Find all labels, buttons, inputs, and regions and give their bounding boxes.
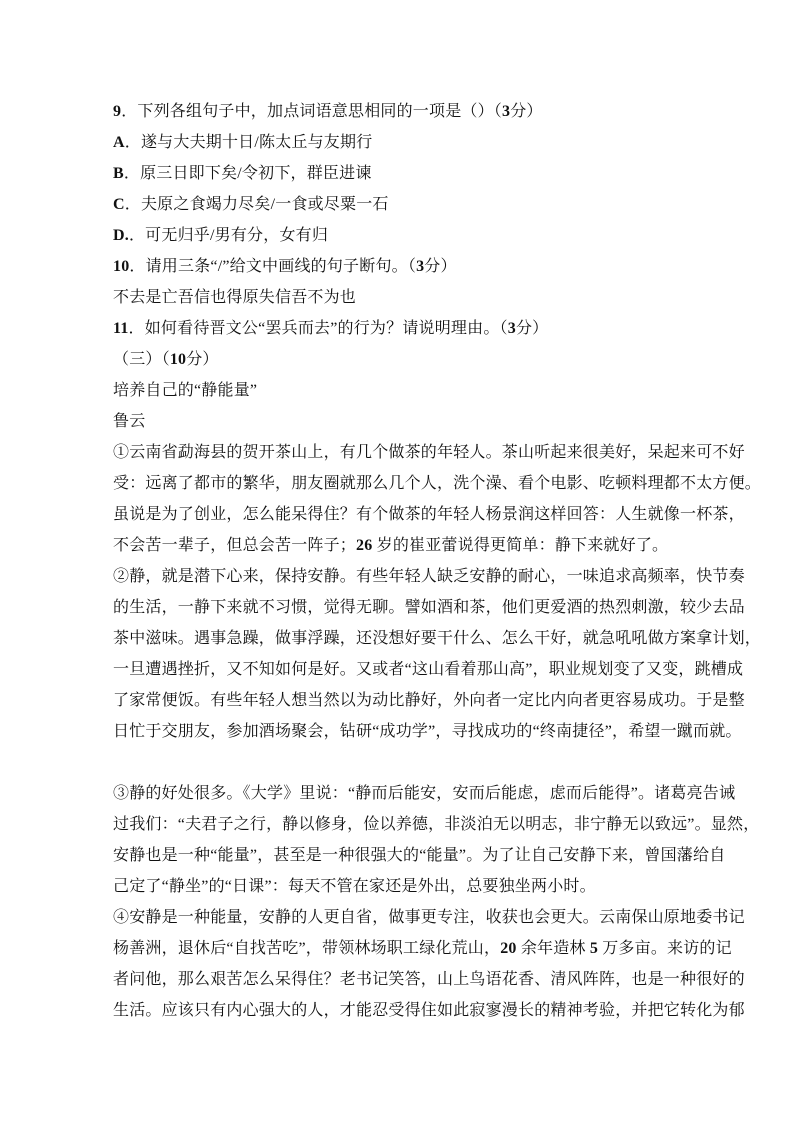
essay-p4-line: ④安静是一种能量，安静的人更自省，做事更专注，收获也会更大。云南保山原地委书记 <box>113 909 745 926</box>
essay-p3-line: 安静也是一种“能量”，甚至是一种很强大的“能量”。为了让自己安静下来，曾国藩给自 <box>113 847 726 864</box>
section-3-header: （三）（10分） <box>113 351 219 368</box>
essay-p3-line: 己定了“静坐”的“日课”：每天不管在家还是外出，总要独坐两小时。 <box>113 878 596 895</box>
essay-p1-line: 受：远离了都市的繁华，朋友圈就那么几个人，洗个澡、看个电影、吃顿料理都不太方便。 <box>113 475 762 492</box>
essay-title: 培养自己的“静能量” <box>113 382 258 399</box>
question-11-stem: 11．如何看待晋文公“罢兵而去”的行为？请说明理由。（3分） <box>113 320 549 337</box>
question-9-option-c: C．夫原之食竭力尽矣/一食或尽粟一石 <box>113 196 389 213</box>
essay-p2-line: 日忙于交朋友，参加酒场聚会，钻研“成功学”，寻找成功的“终南捷径”，希望一蹴而就。 <box>113 723 742 740</box>
essay-p2-line: ②静，就是潜下心来，保持安静。有些年轻人缺乏安静的耐心，一味追求高频率，快节奏 <box>113 568 745 585</box>
question-10-sentence: 不去是亡吾信也得原失信吾不为也 <box>113 289 357 306</box>
essay-p2-line: 了家常便饭。有些年轻人想当然以为动比静好，外向者一定比内向者更容易成功。于是整 <box>113 692 745 709</box>
question-9-option-d: D.．可无归乎/男有分，女有归 <box>113 227 329 244</box>
paragraph-spacer <box>113 747 766 778</box>
essay-p3-line: ③静的好处很多。《大学》里说：“静而后能安，安而后能虑，虑而后能得”。诸葛亮告诫 <box>113 785 736 802</box>
essay-p2-line: 的生活，一静下来就不习惯，觉得无聊。譬如酒和茶，他们更爱酒的热烈刺激，较少去品 <box>113 599 745 616</box>
question-10-stem: 10．请用三条“/”给文中画线的句子断句。（3分） <box>113 258 457 275</box>
essay-author: 鲁云 <box>113 413 146 430</box>
question-9-option-b: B．原三日即下矣/令初下，群臣进谏 <box>113 165 372 182</box>
essay-p3-line: 过我们：“夫君子之行，静以修身，俭以养德，非淡泊无以明志，非宁静无以致远”。显然， <box>113 816 760 833</box>
essay-p2-line: 一旦遭遇挫折，又不知如何是好。又或者“这山看着那山高”，职业规划变了又变，跳槽成 <box>113 661 744 678</box>
essay-p4-line: 生活。应该只有内心强大的人，才能忍受得住如此寂寥漫长的精神考验，并把它转化为郁 <box>113 1002 745 1019</box>
essay-p4-line: 者问他，那么艰苦怎么呆得住？老书记笑答，山上鸟语花香、清风阵阵，也是一种很好的 <box>113 971 745 988</box>
essay-p1-line: 虽说是为了创业，怎么能呆得住？有个做茶的年轻人杨景润这样回答：人生就像一杯茶， <box>113 506 745 523</box>
essay-p1-line: 不会苦一辈子，但总会苦一阵子；26 岁的崔亚蕾说得更简单：静下来就好了。 <box>113 537 669 554</box>
essay-p1-line: ①云南省勐海县的贺开茶山上，有几个做茶的年轻人。茶山听起来很美好，呆起来可不好 <box>113 444 745 461</box>
question-9-option-a: A．遂与大夫期十日/陈太丘与友期行 <box>113 134 373 151</box>
question-9-stem: 9．下列各组句子中，加点词语意思相同的一项是（）（3分） <box>113 103 543 120</box>
essay-p4-line: 杨善洲，退休后“自找苦吃”，带领林场职工绿化荒山，20 余年造林 5 万多亩。来访的记 <box>113 940 732 957</box>
essay-p2-line: 茶中滋味。遇事急躁，做事浮躁，还没想好要干什么、怎么干好，就急吼吼做方案拿计划， <box>113 630 762 647</box>
